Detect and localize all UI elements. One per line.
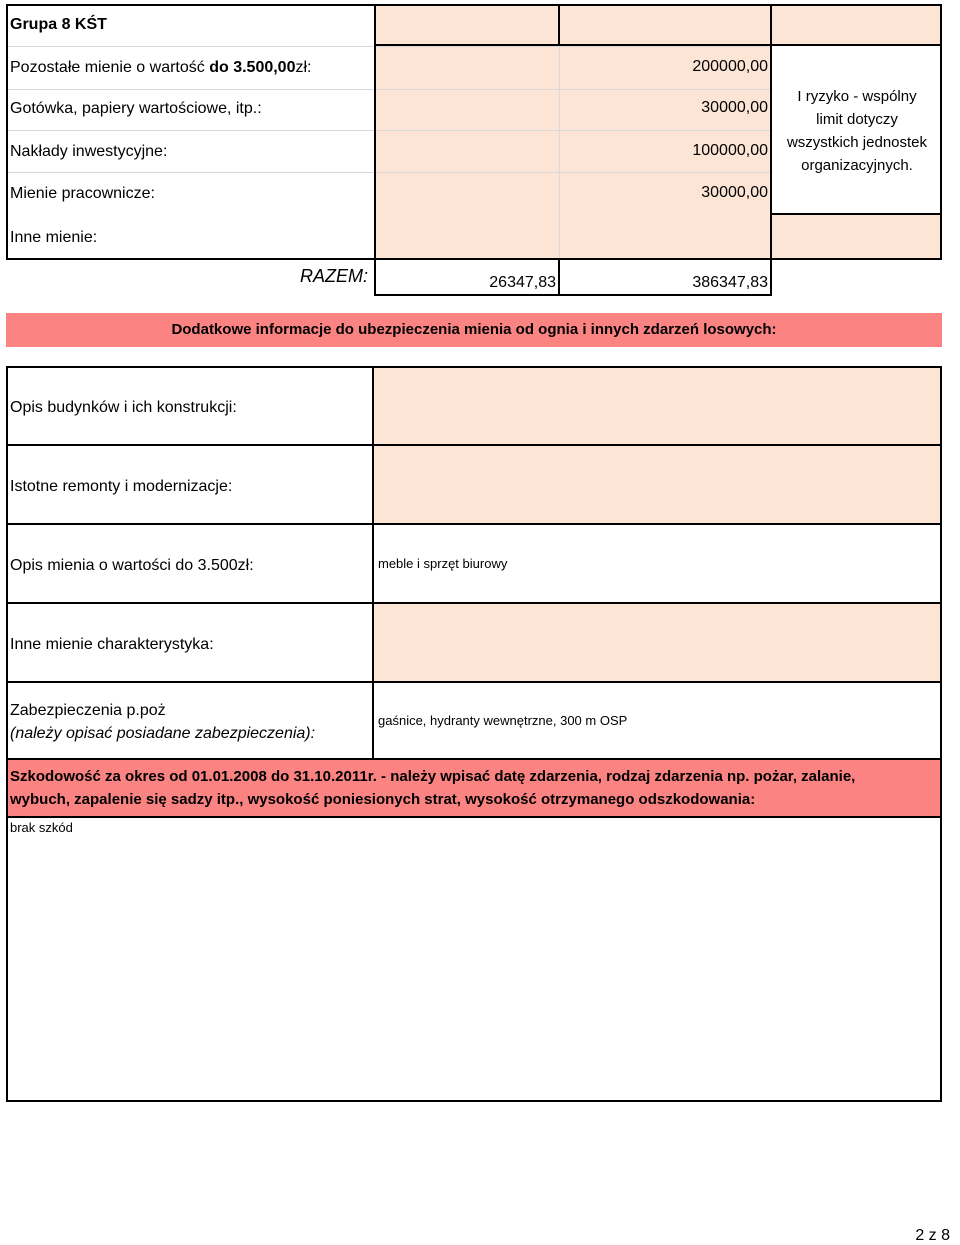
value-cell-inne bbox=[374, 604, 940, 681]
total-value-2: 386347,83 bbox=[692, 274, 768, 291]
value-cell-budynki bbox=[374, 368, 940, 444]
label-remonty: Istotne remonty i modernizacje: bbox=[10, 478, 233, 495]
claims-value: brak szkód bbox=[10, 820, 73, 835]
row-label-mienie-pracownicze: Mienie pracownicze: bbox=[10, 185, 155, 202]
value-column-1 bbox=[374, 4, 560, 260]
value-column-2 bbox=[560, 4, 772, 260]
row-label-gotowka: Gotówka, papiery wartościowe, itp.: bbox=[10, 100, 262, 117]
row-label-naklady: Nakłady inwestycyjne: bbox=[10, 143, 168, 160]
label-zabezpieczenia: Zabezpieczenia p.poż bbox=[10, 702, 166, 719]
value-opis-mienia: meble i sprzęt biurowy bbox=[378, 556, 508, 571]
risk-note: I ryzyko - wspólny limit dotyczy wszystkich jednostek organizacyjnych. bbox=[786, 88, 928, 174]
total-label: RAZEM: bbox=[299, 266, 368, 286]
row-value-gotowka: 30000,00 bbox=[701, 99, 768, 116]
label-opis-mienia: Opis mienia o wartości do 3.500zł: bbox=[10, 557, 254, 574]
group-title: Grupa 8 KŚT bbox=[10, 16, 107, 33]
inne-mienie-cell-3 bbox=[772, 215, 942, 260]
claims-box bbox=[6, 816, 942, 1102]
claims-header-line2: wybuch, zapalenie się sadzy itp., wysokość poniesionych strat, wysokość otrzymanego odszkodowania: bbox=[10, 791, 756, 808]
label-budynki: Opis budynków i ich konstrukcji: bbox=[10, 399, 237, 416]
page-number: 2 z 8 bbox=[915, 1227, 950, 1244]
claims-header-line1: Szkodowość za okres od 01.01.2008 do 31.10.2011r. - należy wpisać datę zdarzenia, rodzaj zdarzenia np. pożar, zalanie, bbox=[10, 768, 856, 785]
value-zabezpieczenia: gaśnice, hydranty wewnętrzne, 300 m OSP bbox=[378, 713, 628, 728]
sublabel-zabezpieczenia: (należy opisać posiadane zabezpieczenia): bbox=[10, 725, 316, 742]
summary-table bbox=[0, 0, 960, 300]
row-label-inne-mienie: Inne mienie: bbox=[10, 229, 98, 246]
row-label-pozostale: Pozostałe mienie o wartość do 3.500,00zł: bbox=[10, 59, 312, 76]
row-value-pozostale: 200000,00 bbox=[692, 58, 768, 75]
row-value-mienie-pracownicze: 30000,00 bbox=[701, 184, 768, 201]
total-value-1: 26347,83 bbox=[489, 274, 556, 291]
label-inne-mienie: Inne mienie charakterystyka: bbox=[10, 636, 214, 653]
fire-info-header-text: Dodatkowe informacje do ubezpieczenia mienia od ognia i innych zdarzeń losowych: bbox=[171, 321, 777, 338]
value-cell-remonty bbox=[374, 446, 940, 523]
row-value-naklady: 100000,00 bbox=[692, 142, 768, 159]
header-cell-3 bbox=[772, 4, 942, 46]
